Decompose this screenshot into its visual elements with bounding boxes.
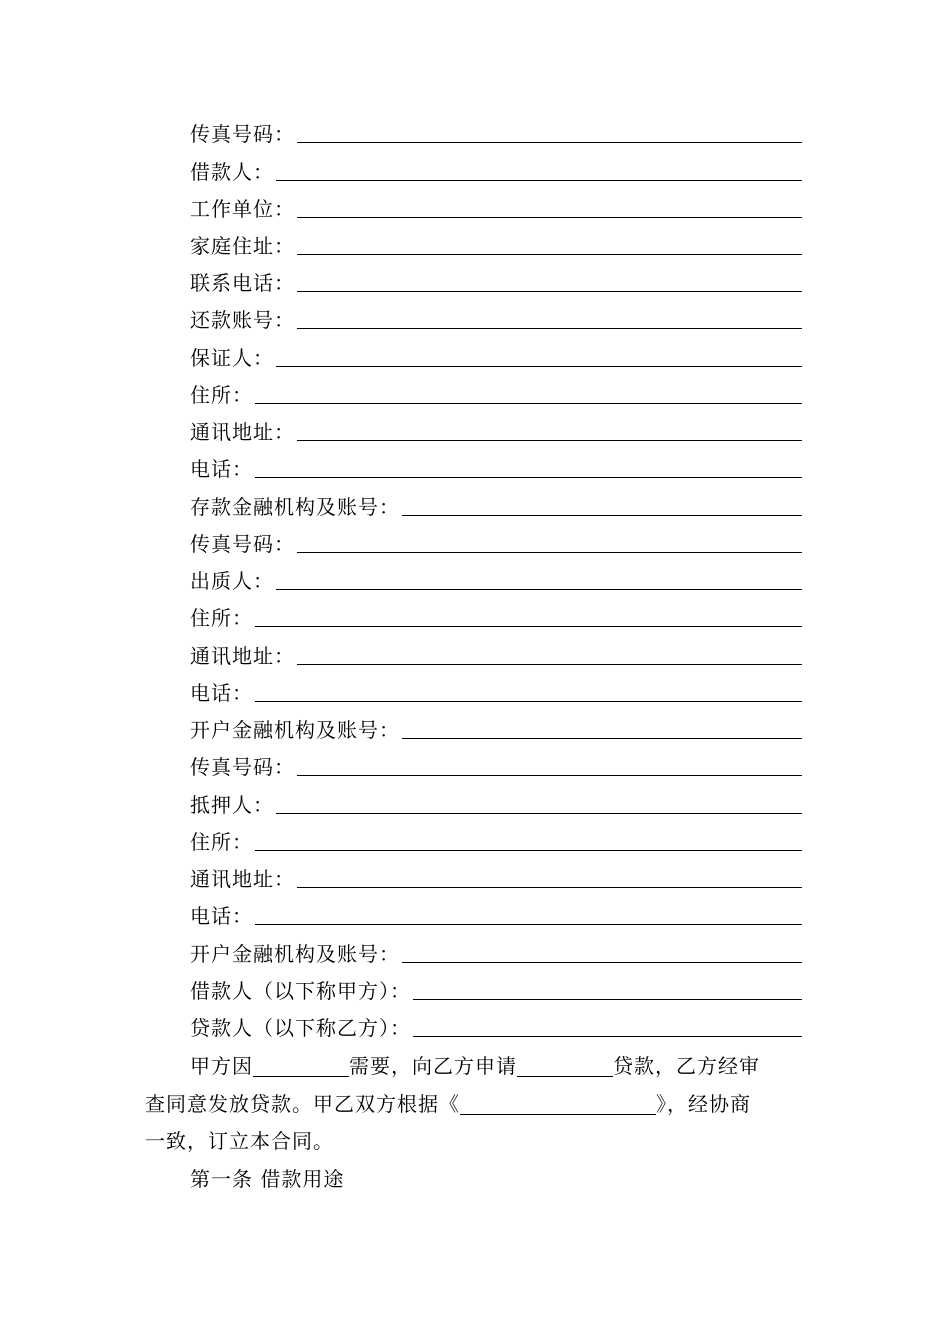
mailing-address-field <box>190 418 802 446</box>
loan-type-blank[interactable] <box>517 1056 613 1077</box>
phone-field <box>190 455 802 483</box>
opening-bank-account-field <box>190 940 802 968</box>
intro-text: 一致，订立本合同。 <box>145 1129 334 1153</box>
fill-in-blank[interactable] <box>276 588 802 590</box>
intro-line-3 <box>145 1127 805 1155</box>
fill-in-blank[interactable] <box>297 774 802 776</box>
field-label: 借款人（以下称甲方）： <box>190 979 411 1003</box>
field-label: 联系电话： <box>190 271 295 295</box>
field-label: 传真号码： <box>190 755 295 779</box>
intro-text: 贷款，乙方经审 <box>613 1054 760 1078</box>
mailing-address-field <box>190 865 802 893</box>
field-label: 通讯地址： <box>190 867 295 891</box>
field-label: 还款账号： <box>190 308 295 332</box>
fill-in-blank[interactable] <box>402 514 802 516</box>
fill-in-blank[interactable] <box>297 327 802 329</box>
basis-law-blank[interactable] <box>460 1094 656 1115</box>
residence-field <box>190 604 802 632</box>
fill-in-blank[interactable] <box>276 812 802 814</box>
mailing-address-field <box>190 642 802 670</box>
intro-text: 查同意发放贷款。甲乙双方根据《 <box>145 1092 460 1116</box>
field-label: 开户金融机构及账号： <box>190 942 400 966</box>
fill-in-blank[interactable] <box>276 365 802 367</box>
intro-text: 需要，向乙方申请 <box>349 1054 517 1078</box>
field-label: 住所： <box>190 830 253 854</box>
field-label: 保证人： <box>190 346 274 370</box>
fill-in-blank[interactable] <box>276 179 802 181</box>
fill-in-blank[interactable] <box>402 737 802 739</box>
fill-in-blank[interactable] <box>255 700 802 702</box>
article-heading: 第一条 借款用途 <box>190 1167 345 1191</box>
fill-in-blank[interactable] <box>255 476 802 478</box>
residence-field <box>190 381 802 409</box>
borrower-field <box>190 158 802 186</box>
party-b-field <box>190 1014 802 1042</box>
intro-line-2 <box>145 1090 805 1118</box>
field-label: 通讯地址： <box>190 644 295 668</box>
fill-in-blank[interactable] <box>297 253 802 255</box>
fill-in-blank[interactable] <box>255 849 802 851</box>
field-label: 工作单位： <box>190 197 295 221</box>
intro-text: 》，经协商 <box>656 1092 751 1116</box>
fill-in-blank[interactable] <box>413 1035 802 1037</box>
field-label: 借款人： <box>190 160 274 184</box>
fill-in-blank[interactable] <box>297 141 802 143</box>
intro-text: 甲方因 <box>190 1054 253 1078</box>
intro-line-1 <box>190 1052 805 1080</box>
fill-in-blank[interactable] <box>413 998 802 1000</box>
field-label: 出质人： <box>190 569 274 593</box>
fill-in-blank[interactable] <box>297 290 802 292</box>
guarantor-field <box>190 344 802 372</box>
fax-field <box>190 530 802 558</box>
contact-phone-field <box>190 269 802 297</box>
field-label: 传真号码： <box>190 532 295 556</box>
fill-in-blank[interactable] <box>255 923 802 925</box>
deposit-bank-account-field <box>190 493 802 521</box>
opening-bank-account-field <box>190 716 802 744</box>
mortgagor-field <box>190 791 802 819</box>
field-label: 贷款人（以下称乙方）： <box>190 1016 411 1040</box>
field-label: 住所： <box>190 606 253 630</box>
field-label: 家庭住址： <box>190 234 295 258</box>
fill-in-blank[interactable] <box>255 402 802 404</box>
field-label: 电话： <box>190 457 253 481</box>
pledgor-field <box>190 567 802 595</box>
field-label: 住所： <box>190 383 253 407</box>
fill-in-blank[interactable] <box>255 625 802 627</box>
field-label: 电话： <box>190 681 253 705</box>
party-a-field <box>190 977 802 1005</box>
field-label: 电话： <box>190 904 253 928</box>
employer-field <box>190 195 802 223</box>
phone-field <box>190 902 802 930</box>
fill-in-blank[interactable] <box>297 551 802 553</box>
fax-field <box>190 120 802 148</box>
fax-field <box>190 753 802 781</box>
fill-in-blank[interactable] <box>297 886 802 888</box>
fill-in-blank[interactable] <box>297 439 802 441</box>
residence-field <box>190 828 802 856</box>
fill-in-blank[interactable] <box>297 216 802 218</box>
home-address-field <box>190 232 802 260</box>
field-label: 存款金融机构及账号： <box>190 495 400 519</box>
fill-in-blank[interactable] <box>297 663 802 665</box>
field-label: 通讯地址： <box>190 420 295 444</box>
purpose-blank[interactable] <box>253 1056 349 1077</box>
field-label: 抵押人： <box>190 793 274 817</box>
phone-field <box>190 679 802 707</box>
field-label: 传真号码： <box>190 122 295 146</box>
fill-in-blank[interactable] <box>402 961 802 963</box>
repayment-account-field <box>190 306 802 334</box>
field-label: 开户金融机构及账号： <box>190 718 400 742</box>
